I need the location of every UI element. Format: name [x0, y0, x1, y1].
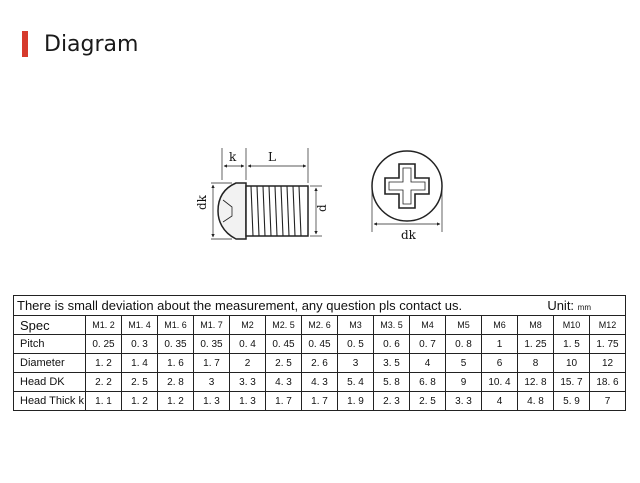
value-cell: 0. 45 [266, 335, 302, 354]
value-cell: 0. 25 [86, 335, 122, 354]
size-header-cell: M5 [446, 316, 482, 335]
page-title: Diagram [44, 32, 139, 57]
value-cell: 1. 3 [194, 392, 230, 411]
value-cell: 3. 3 [446, 392, 482, 411]
value-cell: 3 [194, 373, 230, 392]
value-cell: 0. 3 [122, 335, 158, 354]
value-cell: 7 [590, 392, 626, 411]
value-cell: 3. 5 [374, 354, 410, 373]
value-cell: 3 [338, 354, 374, 373]
value-cell: 1. 5 [554, 335, 590, 354]
value-cell: 12 [590, 354, 626, 373]
value-cell: 0. 35 [158, 335, 194, 354]
value-cell: 1. 4 [122, 354, 158, 373]
value-cell: 5 [446, 354, 482, 373]
value-cell: 1. 2 [158, 392, 194, 411]
unit-label-text: Unit: [547, 298, 575, 313]
thread-diameter-label: d [315, 204, 329, 212]
value-cell: 6. 8 [410, 373, 446, 392]
value-cell: 4. 3 [266, 373, 302, 392]
value-cell: 1. 7 [194, 354, 230, 373]
notice-row [14, 296, 626, 316]
size-header-cell: M12 [590, 316, 626, 335]
value-cell: 4. 3 [302, 373, 338, 392]
size-header-cell: M1. 7 [194, 316, 230, 335]
size-header-cell: M4 [410, 316, 446, 335]
notice-text: There is small deviation about the measurement, any question pls contact us. [17, 298, 463, 313]
value-cell: 4 [410, 354, 446, 373]
value-cell: 2. 3 [374, 392, 410, 411]
spec-table [13, 295, 626, 411]
size-header-cell: M3. 5 [374, 316, 410, 335]
size-header-cell: M1. 2 [86, 316, 122, 335]
head-diameter-side-label: dk [195, 195, 209, 210]
value-cell: 2. 8 [158, 373, 194, 392]
size-header-cell: M2. 6 [302, 316, 338, 335]
value-cell: 15. 7 [554, 373, 590, 392]
value-cell: 1. 9 [338, 392, 374, 411]
row-label: Diameter [14, 354, 86, 373]
value-cell: 1. 25 [518, 335, 554, 354]
value-cell: 3. 3 [230, 373, 266, 392]
value-cell: 2 [230, 354, 266, 373]
row-label: Head DK [14, 373, 86, 392]
head-thick-row [14, 392, 626, 411]
row-label: Head Thick k [14, 392, 86, 411]
row-label: Pitch [14, 335, 86, 354]
value-cell: 1. 7 [302, 392, 338, 411]
value-cell: 0. 35 [194, 335, 230, 354]
unit-value: mm [577, 303, 591, 312]
value-cell: 0. 4 [230, 335, 266, 354]
top-view-screw-head [372, 151, 442, 232]
value-cell: 18. 6 [590, 373, 626, 392]
spec-header-label: Spec [14, 316, 86, 335]
value-cell: 2. 5 [410, 392, 446, 411]
k-dimension-label: k [229, 150, 237, 164]
size-header-cell: M8 [518, 316, 554, 335]
value-cell: 2. 5 [266, 354, 302, 373]
size-header-cell: M6 [482, 316, 518, 335]
value-cell: 1. 2 [122, 392, 158, 411]
pitch-row [14, 335, 626, 354]
size-header-cell: M2 [230, 316, 266, 335]
size-header-cell: M10 [554, 316, 590, 335]
value-cell: 8 [518, 354, 554, 373]
size-header-cell: M1. 4 [122, 316, 158, 335]
value-cell: 5. 8 [374, 373, 410, 392]
header-row [14, 316, 626, 335]
side-view-screw [211, 148, 322, 239]
value-cell: 0. 5 [338, 335, 374, 354]
value-cell: 12. 8 [518, 373, 554, 392]
value-cell: 1. 2 [86, 354, 122, 373]
value-cell: 10 [554, 354, 590, 373]
unit-label [547, 298, 591, 313]
head-diameter-top-label: dk [401, 228, 416, 242]
value-cell: 5. 4 [338, 373, 374, 392]
length-dimension-label: L [268, 150, 276, 164]
value-cell: 1. 1 [86, 392, 122, 411]
size-header-cell: M3 [338, 316, 374, 335]
value-cell: 6 [482, 354, 518, 373]
value-cell: 1 [482, 335, 518, 354]
value-cell: 0. 8 [446, 335, 482, 354]
value-cell: 4. 8 [518, 392, 554, 411]
value-cell: 10. 4 [482, 373, 518, 392]
diameter-row [14, 354, 626, 373]
value-cell: 1. 75 [590, 335, 626, 354]
value-cell: 1. 6 [158, 354, 194, 373]
value-cell: 2. 2 [86, 373, 122, 392]
notice-cell [14, 296, 626, 316]
value-cell: 5. 9 [554, 392, 590, 411]
value-cell: 0. 6 [374, 335, 410, 354]
value-cell: 1. 3 [230, 392, 266, 411]
value-cell: 1. 7 [266, 392, 302, 411]
value-cell: 4 [482, 392, 518, 411]
size-header-cell: M1. 6 [158, 316, 194, 335]
value-cell: 0. 45 [302, 335, 338, 354]
head-dk-row [14, 373, 626, 392]
size-header-cell: M2. 5 [266, 316, 302, 335]
value-cell: 9 [446, 373, 482, 392]
value-cell: 2. 6 [302, 354, 338, 373]
value-cell: 0. 7 [410, 335, 446, 354]
value-cell: 2. 5 [122, 373, 158, 392]
